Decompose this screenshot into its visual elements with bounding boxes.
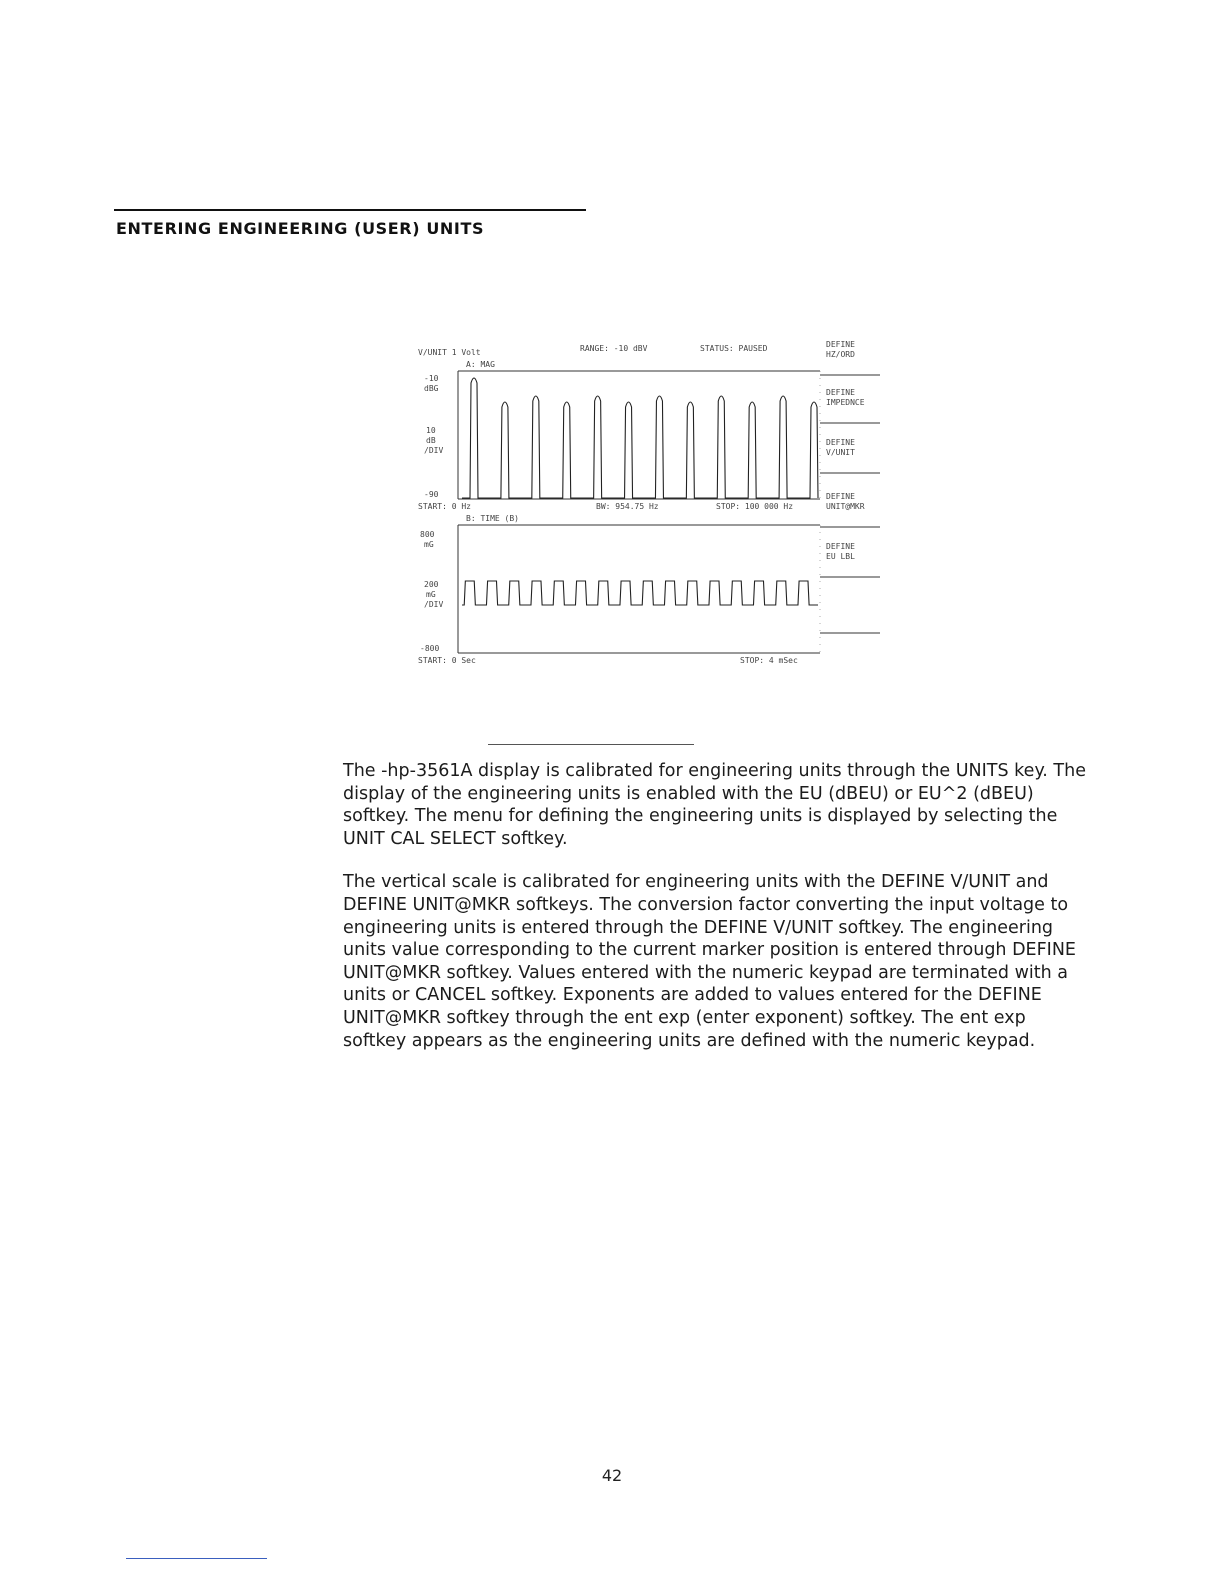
trace-a-y-label-0: -10 [424,374,439,383]
footer-rule [126,1558,267,1559]
analyzer-display-figure [410,335,890,675]
softkey-0-line-0: DEFINE [826,340,855,349]
softkey-2-line-0: DEFINE [826,438,855,447]
trace-a-path [462,378,818,498]
softkey-3-line-1: UNIT@MKR [826,502,865,511]
trace-b-label: B: TIME (B) [466,514,519,523]
softkey-2-line-1: V/UNIT [826,448,855,457]
trace-b-waveform [462,581,818,605]
softkey-0-line-1: HZ/ORD [826,350,855,359]
trace-b-y-label-2: 200 [424,580,439,589]
trace-a-label: A: MAG [466,360,495,369]
trace-b-y-label-5: -800 [420,644,440,653]
softkey-1-line-1: IMPEDNCE [826,398,865,407]
figure-separator-rule [488,744,694,745]
trace-b-path [462,581,818,605]
trace-b-y-label-4: /DIV [424,600,444,609]
body-text [343,760,1088,1073]
section-title: ENTERING ENGINEERING (USER) UNITS [116,219,485,238]
page-number: 42 [601,1466,623,1485]
trace-a-y-label-3: dB [426,436,436,445]
header-vunit: V/UNIT 1 Volt [418,348,481,357]
trace-a-y-label-1: dBG [424,384,439,393]
trace-a-bw: BW: 954.75 Hz [596,502,659,511]
softkey-4-line-1: EU LBL [826,552,855,561]
trace-b-y-label-0: 800 [420,530,435,539]
softkey-column [820,340,880,633]
trace-a-y-label-5: -90 [424,490,439,499]
softkey-4-line-0: DEFINE [826,542,855,551]
paragraph-vertical-scale: The vertical scale is calibrated for engineering units with the DEFINE V/UNIT and DEFINE UNIT@MKR softkeys. The conversion factor converting the input voltage to engineering units is entered through the DEFINE V/UNIT softkey. The engineering units value corresponding to the current marker position is entered through DEFINE UNIT@MKR softkey. Values entered with the numeric keypad are terminated with a units or CANCEL softkey. Exponents are added to values entered for the DEFINE UNIT@MKR softkey through the ent exp (enter exponent) softkey. The ent exp softkey appears as the engineering units are defined with the numeric keypad. [343,872,1076,1051]
paragraph-units-key: The -hp-3561A display is calibrated for engineering units through the UNITS key. The display of the engineering units is enabled with the EU (dBEU) or EU^2 (dBEU) softkey. The menu for defining the engineering units is displayed by selecting the UNIT CAL SELECT softkey. [343,761,1086,849]
trace-b-start: START: 0 Sec [418,656,476,665]
header-status: STATUS: PAUSED [700,344,768,353]
softkey-1-line-0: DEFINE [826,388,855,397]
trace-a-spectrum [462,378,818,498]
trace-a-start: START: 0 Hz [418,502,471,511]
trace-b-stop: STOP: 4 mSec [740,656,798,665]
analyzer-display-svg [410,335,890,675]
trace-a-stop: STOP: 100 000 Hz [716,502,794,511]
softkey-3-line-0: DEFINE [826,492,855,501]
trace-a-y-label-2: 10 [426,426,436,435]
trace-b-y-label-1: mG [424,540,434,549]
header-range: RANGE: -10 dBV [580,344,648,353]
trace-b-y-label-3: mG [426,590,436,599]
section-rule [114,209,586,211]
trace-a-y-label-4: /DIV [424,446,444,455]
